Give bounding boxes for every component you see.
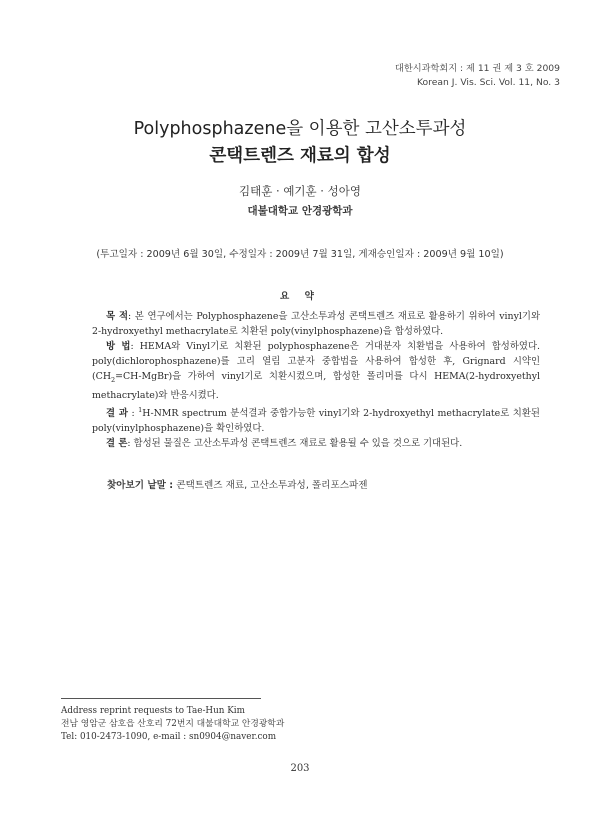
- keywords-label: 찾아보기 낱말 :: [107, 480, 174, 491]
- method-label: 방 법: [106, 341, 131, 352]
- page-number: 203: [290, 763, 310, 774]
- submission-dates: (투고일자 : 2009년 6월 30일, 수정일자 : 2009년 7월 31일, 게재승인일자 : 2009년 9월 10일): [96, 249, 504, 260]
- result-colon: :: [127, 408, 139, 419]
- affiliation: 대불대학교 안경광학과: [247, 205, 353, 217]
- abstract-result: [92, 403, 540, 436]
- journal-header: [240, 62, 560, 90]
- footnote: [61, 705, 521, 744]
- method-subscript: 2: [111, 375, 116, 384]
- method-text-1: : HEMA와 Vinyl기로 치환된 polyphosphazene은 거대분자 치환법을 사용하여 합성하였다. poly(dichlorophosphazene)를 고리 열림 고분자 중합법을 사용하여 합성한 후, Grignard 시약인 (CH: [92, 341, 540, 382]
- footnote-line-2: 전남 영암군 삼호읍 산호리 72번지 대불대학교 안경광학과: [61, 719, 285, 729]
- abstract-method: [92, 339, 540, 403]
- keywords-text: 콘택트렌즈 재료, 고산소투과성, 폴리포스파젠: [176, 480, 368, 491]
- purpose-text: : 본 연구에서는 Polyphosphazene을 고산소투과성 콘택트렌즈 재료로 활용하기 위하여 vinyl기와 2-hydroxyethyl methacrylate로 치환된 poly(vinylphosphazene)을 합성하였다.: [92, 311, 540, 337]
- footnote-rule: [61, 698, 261, 699]
- abstract-body: [92, 309, 540, 451]
- result-label: 결 과: [106, 408, 128, 419]
- author-list: 김태훈 · 예기훈 · 성아영: [239, 184, 361, 198]
- keywords: [107, 477, 547, 491]
- journal-citation-ko: 대한시과학회지 : 제 11 권 제 3 호 2009: [394, 63, 560, 74]
- result-text: H-NMR spectrum 분석결과 중합가능한 vinyl기와 2-hydroxyethyl methacrylate로 치환된 poly(vinylphosphazene)을 확인하였다.: [92, 408, 540, 434]
- abstract-conclusion: [92, 436, 540, 451]
- conclusion-label: 결 론: [106, 438, 128, 449]
- method-text-2: =CH-MgBr)을 가하여 vinyl기로 치환시켰으며, 합성한 폴리머를 다시 HEMA(2-hydroxyethyl methacrylate)와 반응시켰다.: [92, 371, 540, 401]
- journal-citation-en: Korean J. Vis. Sci. Vol. 11, No. 3: [416, 77, 560, 88]
- footnote-line-3: Tel: 010-2473-1090, e-mail : sn0904@naver.com: [61, 732, 277, 742]
- paper-title: [0, 116, 600, 170]
- abstract-purpose: [92, 309, 540, 339]
- result-superscript: 1: [138, 405, 143, 414]
- title-line-1: Polyphosphazene을 이용한 고산소투과성: [133, 119, 467, 139]
- footnote-line-1: Address reprint requests to Tae-Hun Kim: [61, 706, 245, 716]
- title-line-2: 콘택트렌즈 재료의 합성: [209, 146, 391, 166]
- abstract-heading: 요 약: [280, 291, 320, 302]
- conclusion-text: : 합성된 물질은 고산소투과성 콘택트렌즈 재료로 활용될 수 있을 것으로 기대된다.: [127, 438, 463, 449]
- purpose-label: 목 적: [106, 311, 129, 322]
